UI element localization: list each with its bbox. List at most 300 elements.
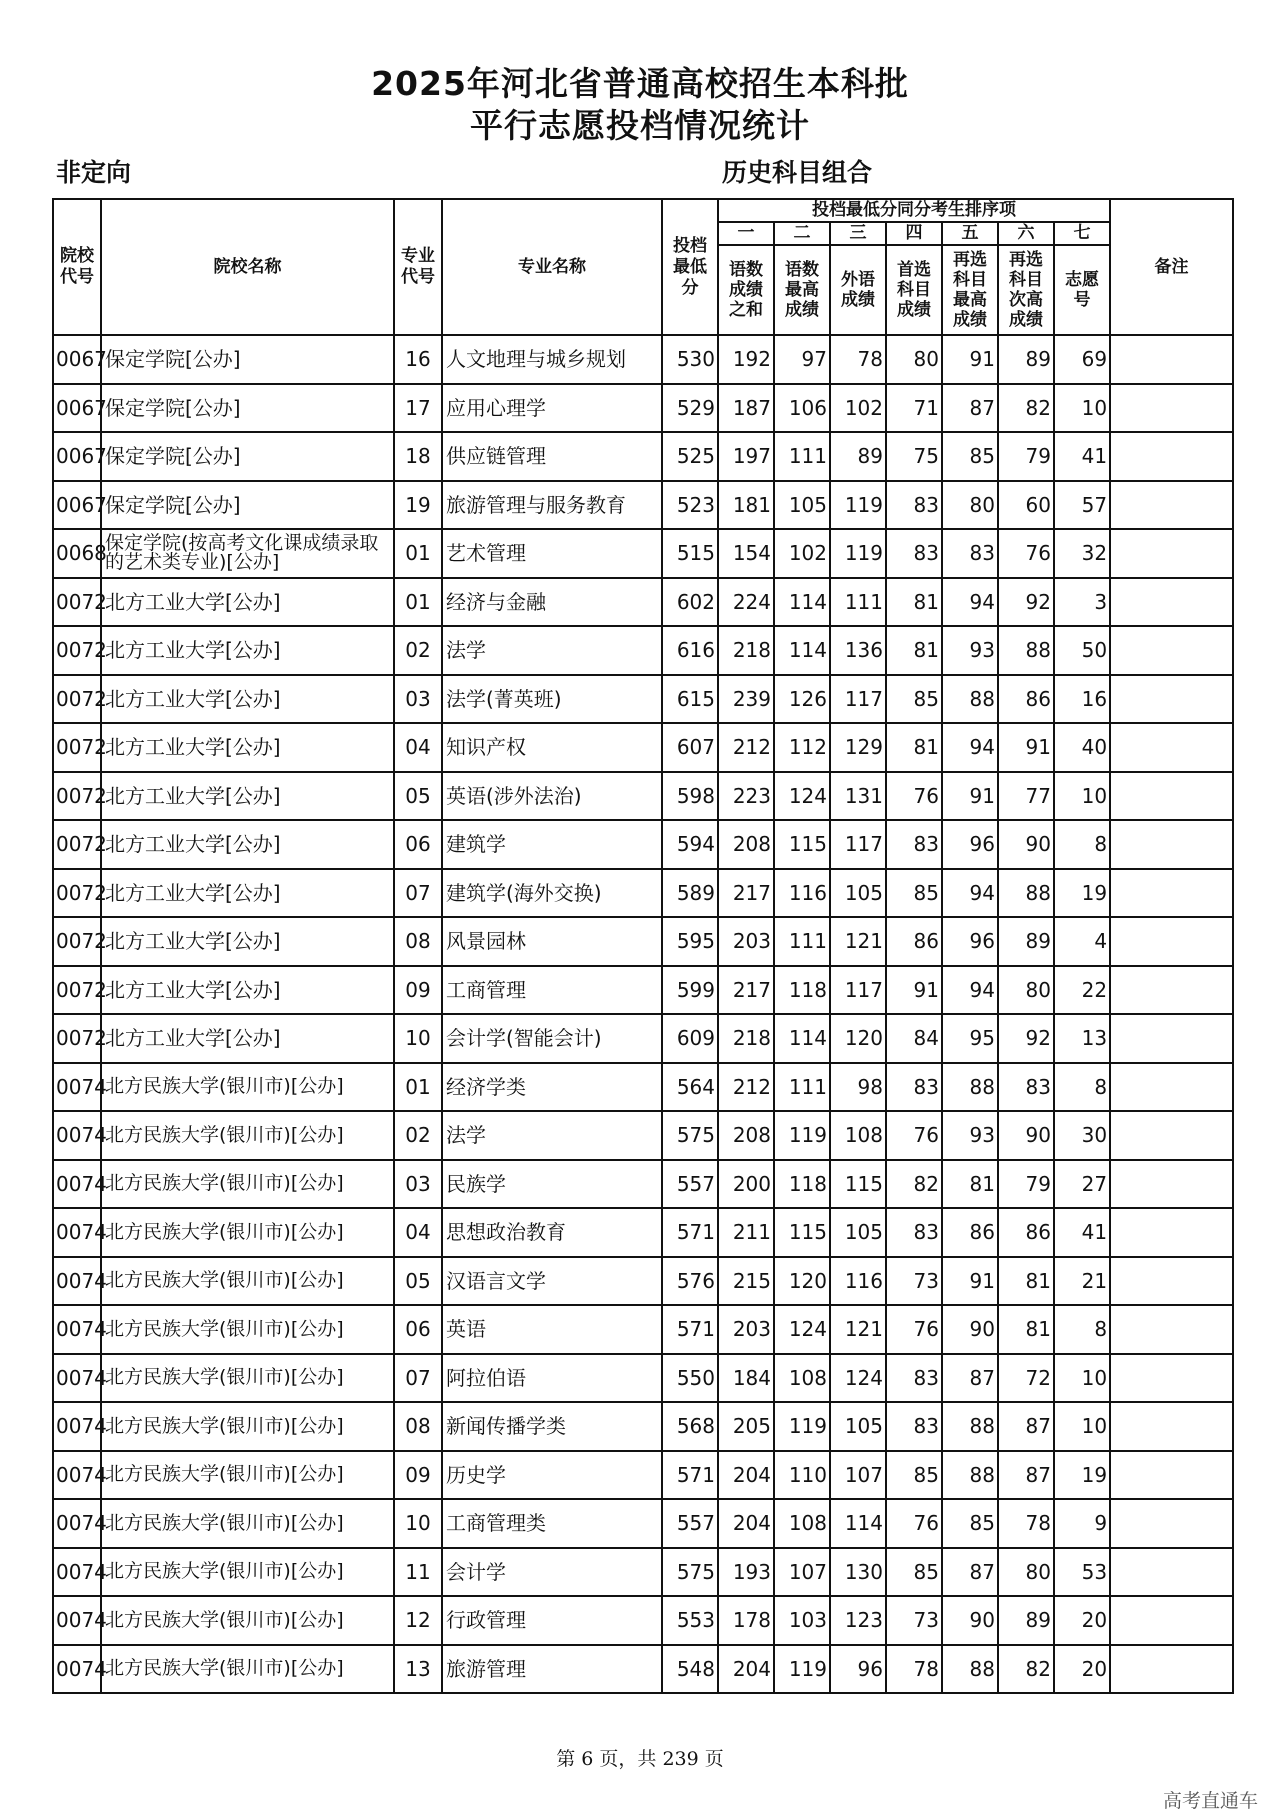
cell-application-no: 57 (1054, 481, 1110, 530)
cell-major-code: 07 (394, 1354, 442, 1403)
cell-elective-highest: 94 (942, 578, 998, 627)
cell-application-no: 10 (1054, 384, 1110, 433)
cell-school-name: 北方民族大学(银川市)[公办] (101, 1111, 394, 1160)
cell-application-no: 9 (1054, 1499, 1110, 1548)
cell-major-name: 会计学(智能会计) (442, 1014, 662, 1063)
cell-application-no: 20 (1054, 1645, 1110, 1694)
cell-major-code: 16 (394, 335, 442, 384)
cell-remarks (1110, 772, 1233, 821)
subject-group-label: 历史科目组合 (722, 158, 873, 187)
cell-elective-highest: 88 (942, 1451, 998, 1500)
cell-elective-second: 88 (998, 626, 1054, 675)
cell-min-score: 525 (662, 432, 718, 481)
cell-sum-chinese-math: 217 (718, 966, 774, 1015)
cell-elective-second: 86 (998, 675, 1054, 724)
cell-min-score: 515 (662, 529, 718, 578)
cell-remarks (1110, 966, 1233, 1015)
cell-min-score: 571 (662, 1305, 718, 1354)
cell-foreign-language: 96 (830, 1645, 886, 1694)
cell-max-chinese-math: 126 (774, 675, 830, 724)
header-ordinal: 六 (998, 222, 1054, 245)
cell-elective-second: 91 (998, 723, 1054, 772)
cell-max-chinese-math: 105 (774, 481, 830, 530)
cell-remarks (1110, 1014, 1233, 1063)
cell-elective-highest: 81 (942, 1160, 998, 1209)
cell-major-name: 建筑学 (442, 820, 662, 869)
cell-sum-chinese-math: 218 (718, 626, 774, 675)
header-ordinal: 五 (942, 222, 998, 245)
cell-application-no: 3 (1054, 578, 1110, 627)
cell-school-name: 保定学院[公办] (101, 384, 394, 433)
cell-max-chinese-math: 119 (774, 1645, 830, 1694)
cell-remarks (1110, 384, 1233, 433)
cell-remarks (1110, 1111, 1233, 1160)
cell-elective-second: 79 (998, 432, 1054, 481)
cell-foreign-language: 136 (830, 626, 886, 675)
cell-min-score: 615 (662, 675, 718, 724)
cell-major-name: 人文地理与城乡规划 (442, 335, 662, 384)
cell-remarks (1110, 529, 1233, 578)
cell-school-code: 0072 (53, 917, 101, 966)
cell-sum-chinese-math: 204 (718, 1645, 774, 1694)
cell-elective-second: 77 (998, 772, 1054, 821)
table-row (53, 1111, 1233, 1160)
cell-max-chinese-math: 124 (774, 772, 830, 821)
cell-school-code: 0072 (53, 966, 101, 1015)
cell-major-code: 09 (394, 966, 442, 1015)
cell-major-code: 06 (394, 820, 442, 869)
cell-school-name: 北方民族大学(银川市)[公办] (101, 1499, 394, 1548)
cell-first-subject: 73 (886, 1257, 942, 1306)
cell-sum-chinese-math: 181 (718, 481, 774, 530)
cell-max-chinese-math: 112 (774, 723, 830, 772)
cell-school-code: 0074 (53, 1063, 101, 1112)
enrollment-type-label: 非定向 (56, 158, 132, 187)
cell-major-name: 新闻传播学类 (442, 1402, 662, 1451)
cell-foreign-language: 121 (830, 1305, 886, 1354)
cell-school-code: 0072 (53, 869, 101, 918)
cell-major-code: 13 (394, 1645, 442, 1694)
cell-elective-highest: 90 (942, 1596, 998, 1645)
cell-major-name: 英语 (442, 1305, 662, 1354)
cell-min-score: 550 (662, 1354, 718, 1403)
cell-major-code: 07 (394, 869, 442, 918)
cell-school-code: 0074 (53, 1208, 101, 1257)
cell-sum-chinese-math: 208 (718, 1111, 774, 1160)
cell-major-name: 历史学 (442, 1451, 662, 1500)
cell-min-score: 530 (662, 335, 718, 384)
cell-school-code: 0074 (53, 1402, 101, 1451)
cell-application-no: 10 (1054, 1402, 1110, 1451)
cell-remarks (1110, 481, 1233, 530)
table-row (53, 772, 1233, 821)
cell-sum-chinese-math: 205 (718, 1402, 774, 1451)
cell-remarks (1110, 820, 1233, 869)
cell-school-name: 北方工业大学[公办] (101, 772, 394, 821)
cell-elective-second: 92 (998, 578, 1054, 627)
cell-min-score: 575 (662, 1548, 718, 1597)
cell-school-code: 0067 (53, 384, 101, 433)
cell-school-name: 北方工业大学[公办] (101, 820, 394, 869)
cell-elective-second: 72 (998, 1354, 1054, 1403)
cell-elective-highest: 94 (942, 966, 998, 1015)
cell-school-name: 北方工业大学[公办] (101, 966, 394, 1015)
cell-foreign-language: 111 (830, 578, 886, 627)
cell-elective-second: 89 (998, 1596, 1054, 1645)
cell-sum-chinese-math: 178 (718, 1596, 774, 1645)
cell-foreign-language: 119 (830, 529, 886, 578)
cell-application-no: 10 (1054, 772, 1110, 821)
cell-application-no: 16 (1054, 675, 1110, 724)
cell-application-no: 27 (1054, 1160, 1110, 1209)
cell-major-name: 艺术管理 (442, 529, 662, 578)
cell-remarks (1110, 1354, 1233, 1403)
cell-max-chinese-math: 111 (774, 917, 830, 966)
cell-major-code: 02 (394, 626, 442, 675)
cell-min-score: 553 (662, 1596, 718, 1645)
table-row (53, 626, 1233, 675)
cell-school-code: 0072 (53, 578, 101, 627)
cell-elective-highest: 93 (942, 1111, 998, 1160)
cell-first-subject: 85 (886, 1548, 942, 1597)
header-elective-second: 再选科目次高成绩 (998, 245, 1054, 335)
table-row (53, 723, 1233, 772)
cell-remarks (1110, 432, 1233, 481)
cell-foreign-language: 115 (830, 1160, 886, 1209)
cell-school-code: 0074 (53, 1305, 101, 1354)
cell-school-name: 北方工业大学[公办] (101, 626, 394, 675)
cell-min-score: 568 (662, 1402, 718, 1451)
cell-major-code: 10 (394, 1499, 442, 1548)
cell-application-no: 13 (1054, 1014, 1110, 1063)
cell-application-no: 69 (1054, 335, 1110, 384)
table-row (53, 529, 1233, 578)
cell-elective-second: 80 (998, 966, 1054, 1015)
cell-school-name: 北方工业大学[公办] (101, 578, 394, 627)
cell-first-subject: 83 (886, 1402, 942, 1451)
cell-elective-second: 82 (998, 1645, 1054, 1694)
admission-table (52, 198, 1234, 1694)
cell-first-subject: 83 (886, 1208, 942, 1257)
cell-foreign-language: 124 (830, 1354, 886, 1403)
header-remarks: 备注 (1110, 199, 1233, 335)
cell-sum-chinese-math: 184 (718, 1354, 774, 1403)
cell-max-chinese-math: 114 (774, 578, 830, 627)
page-number: 第 6 页，共 239 页 (556, 1748, 724, 1770)
header-elective-highest: 再选科目最高成绩 (942, 245, 998, 335)
cell-application-no: 22 (1054, 966, 1110, 1015)
cell-major-code: 05 (394, 1257, 442, 1306)
cell-application-no: 41 (1054, 432, 1110, 481)
cell-first-subject: 91 (886, 966, 942, 1015)
header-ordinal: 三 (830, 222, 886, 245)
document-title-line2: 平行志愿投档情况统计 (470, 106, 810, 145)
cell-major-code: 03 (394, 1160, 442, 1209)
cell-school-code: 0074 (53, 1111, 101, 1160)
cell-school-code: 0074 (53, 1257, 101, 1306)
cell-first-subject: 78 (886, 1645, 942, 1694)
cell-elective-highest: 87 (942, 384, 998, 433)
cell-max-chinese-math: 108 (774, 1354, 830, 1403)
cell-major-name: 民族学 (442, 1160, 662, 1209)
cell-school-code: 0074 (53, 1354, 101, 1403)
cell-sum-chinese-math: 204 (718, 1451, 774, 1500)
cell-first-subject: 75 (886, 432, 942, 481)
cell-elective-highest: 94 (942, 869, 998, 918)
cell-min-score: 599 (662, 966, 718, 1015)
cell-remarks (1110, 335, 1233, 384)
cell-school-code: 0072 (53, 723, 101, 772)
cell-major-code: 08 (394, 917, 442, 966)
cell-max-chinese-math: 115 (774, 1208, 830, 1257)
header-application-no: 志愿号 (1054, 245, 1110, 335)
cell-elective-second: 81 (998, 1257, 1054, 1306)
cell-major-code: 18 (394, 432, 442, 481)
cell-elective-second: 88 (998, 869, 1054, 918)
cell-major-code: 19 (394, 481, 442, 530)
cell-application-no: 8 (1054, 820, 1110, 869)
cell-major-code: 05 (394, 772, 442, 821)
document-title-line1: 2025年河北省普通高校招生本科批 (371, 64, 909, 103)
cell-sum-chinese-math: 154 (718, 529, 774, 578)
cell-school-code: 0068 (53, 529, 101, 578)
cell-remarks (1110, 626, 1233, 675)
cell-major-name: 知识产权 (442, 723, 662, 772)
header-foreign-language: 外语成绩 (830, 245, 886, 335)
cell-foreign-language: 117 (830, 966, 886, 1015)
cell-major-name: 经济与金融 (442, 578, 662, 627)
cell-first-subject: 73 (886, 1596, 942, 1645)
cell-major-code: 01 (394, 1063, 442, 1112)
cell-remarks (1110, 1402, 1233, 1451)
cell-major-name: 应用心理学 (442, 384, 662, 433)
cell-major-name: 英语(涉外法治) (442, 772, 662, 821)
cell-remarks (1110, 1257, 1233, 1306)
cell-remarks (1110, 1208, 1233, 1257)
cell-first-subject: 80 (886, 335, 942, 384)
header-max-chinese-math: 语数最高成绩 (774, 245, 830, 335)
cell-elective-highest: 96 (942, 820, 998, 869)
cell-first-subject: 76 (886, 1111, 942, 1160)
cell-elective-second: 87 (998, 1451, 1054, 1500)
cell-remarks (1110, 1499, 1233, 1548)
cell-first-subject: 76 (886, 772, 942, 821)
cell-max-chinese-math: 124 (774, 1305, 830, 1354)
cell-max-chinese-math: 110 (774, 1451, 830, 1500)
cell-elective-highest: 80 (942, 481, 998, 530)
cell-max-chinese-math: 111 (774, 1063, 830, 1112)
cell-elective-second: 79 (998, 1160, 1054, 1209)
cell-min-score: 616 (662, 626, 718, 675)
cell-school-name: 北方民族大学(银川市)[公办] (101, 1402, 394, 1451)
cell-min-score: 602 (662, 578, 718, 627)
cell-school-name: 北方工业大学[公办] (101, 917, 394, 966)
cell-application-no: 4 (1054, 917, 1110, 966)
cell-first-subject: 85 (886, 869, 942, 918)
cell-elective-second: 81 (998, 1305, 1054, 1354)
table-row (53, 384, 1233, 433)
cell-foreign-language: 117 (830, 675, 886, 724)
cell-school-code: 0067 (53, 432, 101, 481)
cell-school-code: 0074 (53, 1499, 101, 1548)
cell-remarks (1110, 723, 1233, 772)
cell-school-name: 北方民族大学(银川市)[公办] (101, 1305, 394, 1354)
header-ordinal: 一 (718, 222, 774, 245)
cell-foreign-language: 121 (830, 917, 886, 966)
cell-remarks (1110, 1596, 1233, 1645)
cell-elective-highest: 88 (942, 675, 998, 724)
cell-first-subject: 83 (886, 1063, 942, 1112)
cell-school-name: 北方民族大学(银川市)[公办] (101, 1645, 394, 1694)
cell-elective-highest: 91 (942, 1257, 998, 1306)
cell-elective-highest: 94 (942, 723, 998, 772)
table-row (53, 1208, 1233, 1257)
cell-foreign-language: 107 (830, 1451, 886, 1500)
cell-major-code: 17 (394, 384, 442, 433)
cell-foreign-language: 78 (830, 335, 886, 384)
cell-first-subject: 82 (886, 1160, 942, 1209)
header-sum-chinese-math: 语数成绩之和 (718, 245, 774, 335)
cell-min-score: 529 (662, 384, 718, 433)
cell-major-name: 经济学类 (442, 1063, 662, 1112)
cell-application-no: 53 (1054, 1548, 1110, 1597)
cell-elective-highest: 87 (942, 1548, 998, 1597)
cell-application-no: 8 (1054, 1063, 1110, 1112)
cell-school-code: 0074 (53, 1160, 101, 1209)
cell-elective-highest: 88 (942, 1402, 998, 1451)
cell-first-subject: 85 (886, 1451, 942, 1500)
cell-school-code: 0074 (53, 1451, 101, 1500)
cell-major-name: 供应链管理 (442, 432, 662, 481)
cell-sum-chinese-math: 204 (718, 1499, 774, 1548)
cell-first-subject: 83 (886, 820, 942, 869)
table-row (53, 1305, 1233, 1354)
cell-school-name: 保定学院[公办] (101, 481, 394, 530)
cell-first-subject: 84 (886, 1014, 942, 1063)
cell-elective-highest: 96 (942, 917, 998, 966)
cell-first-subject: 76 (886, 1499, 942, 1548)
cell-min-score: 576 (662, 1257, 718, 1306)
cell-major-name: 阿拉伯语 (442, 1354, 662, 1403)
cell-sum-chinese-math: 208 (718, 820, 774, 869)
cell-sum-chinese-math: 193 (718, 1548, 774, 1597)
header-ordinal: 二 (774, 222, 830, 245)
cell-school-name: 北方工业大学[公办] (101, 1014, 394, 1063)
header-first-subject: 首选科目成绩 (886, 245, 942, 335)
cell-major-name: 法学 (442, 1111, 662, 1160)
cell-min-score: 595 (662, 917, 718, 966)
cell-max-chinese-math: 102 (774, 529, 830, 578)
cell-max-chinese-math: 118 (774, 966, 830, 1015)
cell-school-name: 北方工业大学[公办] (101, 869, 394, 918)
cell-elective-highest: 88 (942, 1645, 998, 1694)
cell-school-name: 保定学院[公办] (101, 335, 394, 384)
cell-sum-chinese-math: 187 (718, 384, 774, 433)
cell-elective-highest: 91 (942, 772, 998, 821)
cell-foreign-language: 108 (830, 1111, 886, 1160)
cell-school-name: 北方民族大学(银川市)[公办] (101, 1548, 394, 1597)
header-min-score: 投档最低分 (662, 199, 718, 335)
cell-elective-second: 80 (998, 1548, 1054, 1597)
cell-school-code: 0067 (53, 335, 101, 384)
cell-application-no: 32 (1054, 529, 1110, 578)
cell-sum-chinese-math: 200 (718, 1160, 774, 1209)
cell-max-chinese-math: 120 (774, 1257, 830, 1306)
cell-foreign-language: 105 (830, 869, 886, 918)
cell-max-chinese-math: 114 (774, 1014, 830, 1063)
cell-application-no: 41 (1054, 1208, 1110, 1257)
cell-min-score: 571 (662, 1208, 718, 1257)
cell-elective-highest: 87 (942, 1354, 998, 1403)
cell-min-score: 589 (662, 869, 718, 918)
cell-sum-chinese-math: 223 (718, 772, 774, 821)
cell-elective-highest: 88 (942, 1063, 998, 1112)
table-row (53, 578, 1233, 627)
cell-major-name: 思想政治教育 (442, 1208, 662, 1257)
cell-sum-chinese-math: 192 (718, 335, 774, 384)
header-major-code: 专业代号 (394, 199, 442, 335)
table-body (53, 335, 1233, 1693)
cell-school-name: 北方工业大学[公办] (101, 675, 394, 724)
cell-major-code: 01 (394, 578, 442, 627)
cell-major-name: 工商管理类 (442, 1499, 662, 1548)
cell-major-code: 08 (394, 1402, 442, 1451)
cell-first-subject: 81 (886, 723, 942, 772)
cell-school-code: 0072 (53, 820, 101, 869)
cell-remarks (1110, 1548, 1233, 1597)
cell-first-subject: 81 (886, 578, 942, 627)
cell-foreign-language: 105 (830, 1402, 886, 1451)
cell-remarks (1110, 1160, 1233, 1209)
cell-foreign-language: 89 (830, 432, 886, 481)
table-row (53, 1160, 1233, 1209)
cell-sum-chinese-math: 217 (718, 869, 774, 918)
cell-school-name: 北方民族大学(银川市)[公办] (101, 1257, 394, 1306)
cell-foreign-language: 98 (830, 1063, 886, 1112)
cell-remarks (1110, 917, 1233, 966)
cell-max-chinese-math: 119 (774, 1111, 830, 1160)
header-ordinal: 七 (1054, 222, 1110, 245)
cell-min-score: 607 (662, 723, 718, 772)
cell-school-name: 北方工业大学[公办] (101, 723, 394, 772)
cell-max-chinese-math: 107 (774, 1548, 830, 1597)
cell-foreign-language: 123 (830, 1596, 886, 1645)
cell-max-chinese-math: 119 (774, 1402, 830, 1451)
cell-school-name: 北方民族大学(银川市)[公办] (101, 1354, 394, 1403)
table-row (53, 1645, 1233, 1694)
cell-elective-second: 92 (998, 1014, 1054, 1063)
cell-elective-second: 89 (998, 335, 1054, 384)
table-row (53, 1402, 1233, 1451)
cell-min-score: 609 (662, 1014, 718, 1063)
cell-major-name: 旅游管理与服务教育 (442, 481, 662, 530)
cell-foreign-language: 131 (830, 772, 886, 821)
cell-application-no: 20 (1054, 1596, 1110, 1645)
cell-remarks (1110, 869, 1233, 918)
cell-foreign-language: 129 (830, 723, 886, 772)
header-school-name: 院校名称 (101, 199, 394, 335)
cell-sum-chinese-math: 203 (718, 1305, 774, 1354)
cell-major-name: 建筑学(海外交换) (442, 869, 662, 918)
cell-major-code: 03 (394, 675, 442, 724)
cell-min-score: 557 (662, 1499, 718, 1548)
cell-elective-second: 60 (998, 481, 1054, 530)
cell-school-code: 0072 (53, 626, 101, 675)
table-row (53, 1548, 1233, 1597)
cell-first-subject: 76 (886, 1305, 942, 1354)
cell-major-name: 汉语言文学 (442, 1257, 662, 1306)
cell-application-no: 19 (1054, 869, 1110, 918)
